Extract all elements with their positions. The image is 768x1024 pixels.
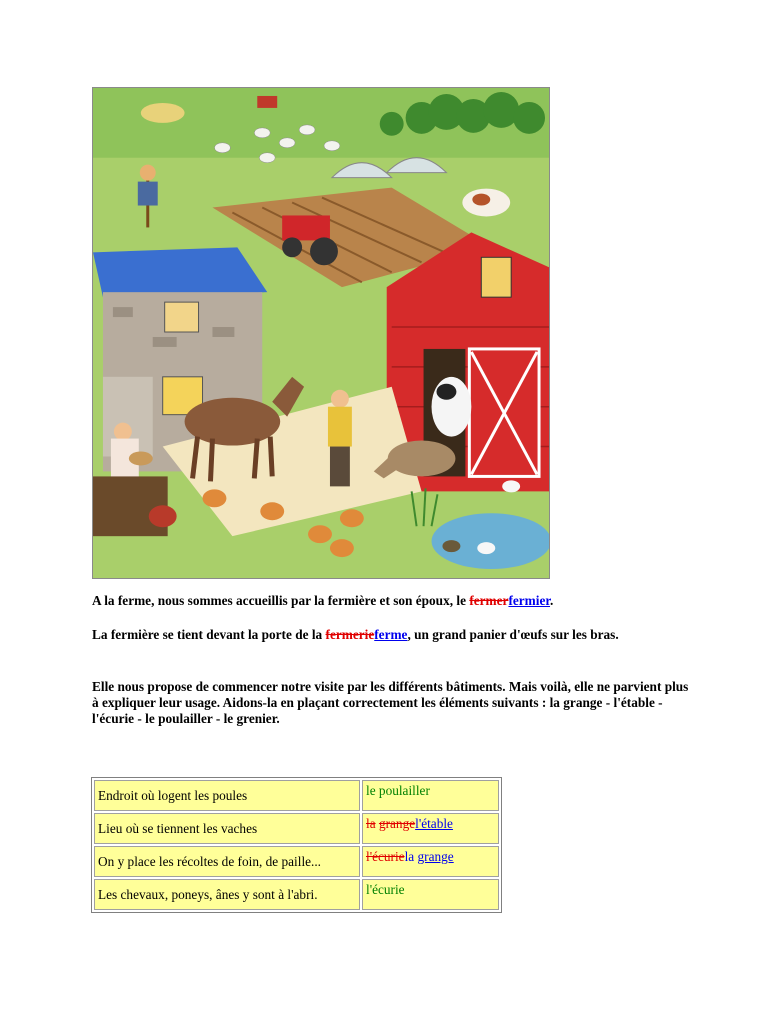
p2-inserted-word[interactable]: ferme xyxy=(374,627,408,642)
instruction-paragraph: Elle nous propose de commencer notre visite par les différents bâtiments. Mais voilà, elle ne parvient plus à expliquer leur usage. Aidons-la en plaçant correctement les éléments suivants : la grange - l'étable - l'écurie - le poulailler - le grenier. xyxy=(92,679,689,726)
answer-cell[interactable]: l'écurie xyxy=(362,879,499,910)
p1-text-before: A la ferme, nous sommes accueillis par la fermière et son époux, le xyxy=(92,593,470,608)
p1-deleted-word: fermer xyxy=(469,593,509,608)
p1-inserted-word[interactable]: fermier xyxy=(508,593,551,608)
table-row xyxy=(94,846,499,877)
answer-cell[interactable] xyxy=(362,813,499,844)
intro-paragraph xyxy=(92,593,692,609)
p1-text-after: . xyxy=(550,593,554,608)
table-row xyxy=(94,780,499,811)
answer-cell[interactable] xyxy=(362,846,499,877)
farm-illustration xyxy=(92,87,550,579)
buildings-table xyxy=(91,777,502,913)
question-cell: Lieu où se tiennent les vaches xyxy=(94,813,360,844)
question-cell: Endroit où logent les poules xyxy=(94,780,360,811)
answer-inserted-text: la xyxy=(404,849,415,864)
question-cell: On y place les récoltes de foin, de paille... xyxy=(94,846,360,877)
farm-scene-picture xyxy=(93,88,549,578)
p2-text-after: , un grand panier d'œufs sur les bras. xyxy=(407,627,619,642)
answer-deleted-text: grange xyxy=(378,816,416,831)
answer-deleted-text: l'écurie xyxy=(366,849,405,864)
p2-text-before: La fermière se tient devant la porte de la xyxy=(92,627,326,642)
p2-deleted-word: fermerie xyxy=(325,627,375,642)
answer-inserted-text: grange xyxy=(417,849,454,864)
second-paragraph xyxy=(92,627,692,643)
answer-deleted-text: la xyxy=(366,816,376,831)
answer-cell[interactable]: le poulailler xyxy=(362,780,499,811)
table-row xyxy=(94,813,499,844)
table-row xyxy=(94,879,499,910)
question-cell: Les chevaux, poneys, ânes y sont à l'abri. xyxy=(94,879,360,910)
answer-inserted-text: l'étable xyxy=(415,816,453,831)
